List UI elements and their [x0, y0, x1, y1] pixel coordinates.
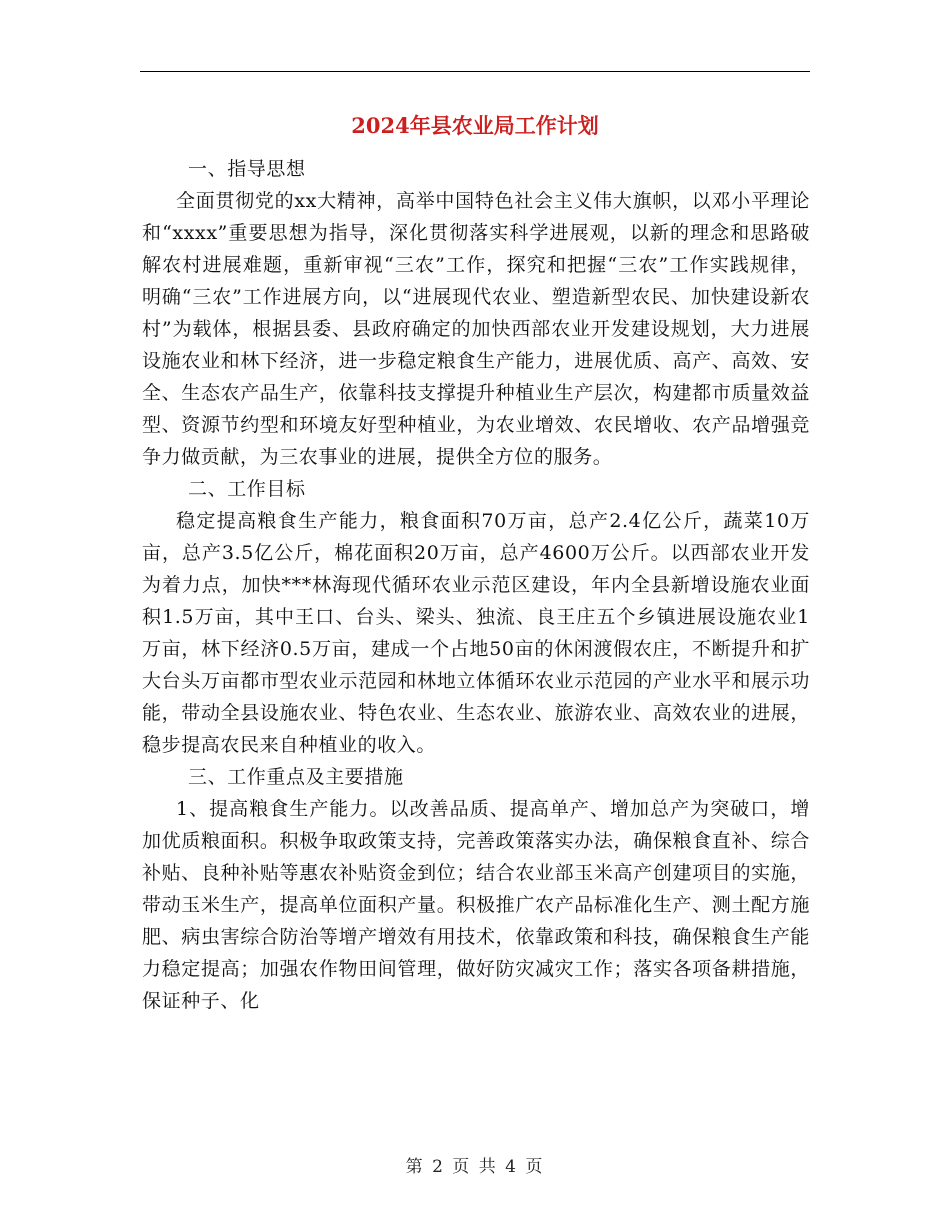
paragraph-guiding-ideology: 全面贯彻党的xx大精神，高举中国特色社会主义伟大旗帜，以邓小平理论和“xxxx”重要思想为指导，深化贯彻落实科学进展观，以新的理念和思路破解农村进展难题，重新审视“三农”工作，探究和把握“三农”工作实践规律，明确“三农”工作进展方向，以“进展现代农业、塑造新型农民、加快建设新农村”为载体，根据县委、县政府确定的加快西部农业开发建设规划，大力进展设施农业和林下经济，进一步稳定粮食生产能力，进展优质、高产、高效、安全、生态农产品生产，依靠科技支撑提升种植业生产层次，构建都市质量效益型、资源节约型和环境友好型种植业，为农业增效、农民增收、农产品增强竞争力做贡献，为三农事业的进展，提供全方位的服务。	[142, 190, 810, 468]
paragraph-key-measures: 1、提高粮食生产能力。以改善品质、提高单产、增加总产为突破口，增加优质粮面积。积极争取政策支持，完善政策落实办法，确保粮食直补、综合补贴、良种补贴等惠农补贴资金到位；结合农业部玉米高产创建项目的实施，带动玉米生产，提高单位面积产量。积极推广农产品标准化生产、测土配方施肥、病虫害综合防治等增产增效有用技术，依靠政策和科技，确保粮食生产能力稳定提高；加强农作物田间管理，做好防灾减灾工作；落实各项备耕措施，保证种子、化	[142, 798, 810, 1012]
paragraph-work-goals: 稳定提高粮食生产能力，粮食面积70万亩，总产2.4亿公斤，蔬菜10万亩，总产3.5亿公斤，棉花面积20万亩，总产4600万公斤。以西部农业开发为着力点，加快***林海现代循环农业示范区建设，年内全县新增设施农业面积1.5万亩，其中王口、台头、梁头、独流、良王庄五个乡镇进展设施农业1万亩，林下经济0.5万亩，建成一个占地50亩的休闲渡假农庄，不断提升和扩大台头万亩都市型农业示范园和林地立体循环农业示范园的产业水平和展示功能，带动全县设施农业、特色农业、生态农业、旅游农业、高效农业的进展，稳步提高农民来自种植业的收入。	[142, 510, 810, 756]
document-body	[142, 153, 810, 1017]
section-heading-key-measures: 三、工作重点及主要措施	[188, 766, 404, 788]
section-heading-guiding-ideology: 一、指导思想	[188, 158, 306, 180]
section-heading-work-goals: 二、工作目标	[188, 478, 306, 500]
header-rule	[140, 71, 810, 72]
document-title: 2024年县农业局工作计划	[351, 113, 599, 138]
page-number-footer: 第 2 页 共 4 页	[405, 1157, 545, 1177]
